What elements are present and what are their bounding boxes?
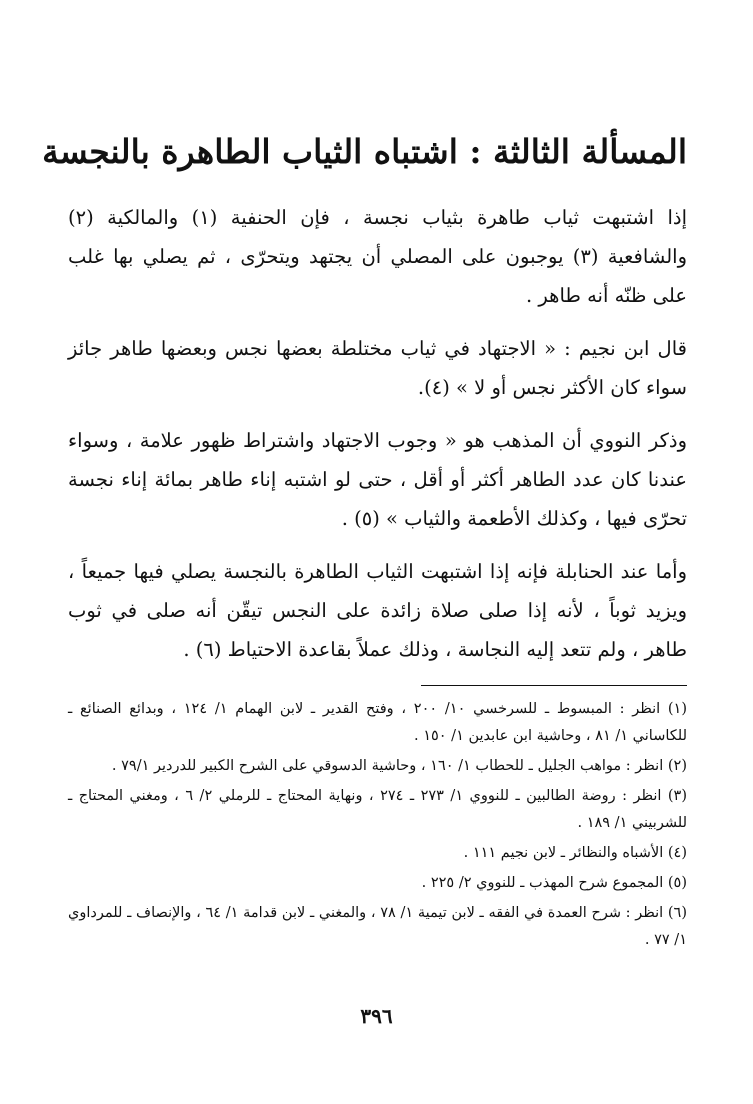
section-title: المسألة الثالثة : اشتباه الثياب الطاهرة بالنجسة <box>42 132 687 171</box>
main-text <box>68 198 687 669</box>
footnote-4: (٤) الأشباه والنظائر ـ لابن نجيم ١١١ . <box>463 845 687 861</box>
footnote-1: (١) انظر : المبسوط ـ للسرخسي ١٠/ ٢٠٠ ، وفتح القدير ـ لابن الهمام ١/ ١٢٤ ، وبدائع الصنائع ـ للكاساني ١/ ٨١ ، وحاشية ابن عابدين ١/ ١٥٠ . <box>68 701 688 744</box>
paragraph-3: وذكر النووي أن المذهب هو « وجوب الاجتهاد واشتراط ظهور علامة ، وسواء عندنا كان عدد الطاهر أكثر أو أقل ، حتى لو اشتبه إناء طاهر بمائة إناء نجسة تحرّى فيها ، وكذلك الأطعمة والثياب » (٥) . <box>68 429 687 530</box>
footnote-3: (٣) انظر : روضة الطالبين ـ للنووي ١/ ٢٧٣ ـ ٢٧٤ ، ونهاية المحتاج ـ للرملي ٢/ ٦ ، ومغني المحتاج ـ للشربيني ١/ ١٨٩ . <box>68 788 687 831</box>
paragraph-2: قال ابن نجيم : « الاجتهاد في ثياب مختلطة بعضها نجس وبعضها طاهر جائز سواء كان الأكثر نجس أو لا » (٤). <box>68 337 687 399</box>
page-number: ٣٩٦ <box>360 1004 393 1028</box>
footnote-2: (٢) انظر : مواهب الجليل ـ للحطاب ١/ ١٦٠ ، وحاشية الدسوقي على الشرح الكبير للدردير ٧٩/١ . <box>111 758 687 774</box>
footnotes <box>68 696 687 954</box>
paragraph-1: إذا اشتبهت ثياب طاهرة بثياب نجسة ، فإن الحنفية (١) والمالكية (٢) والشافعية (٣) يوجبون على المصلي أن يجتهد ويتحرّى ، ثم يصلي بها غلب على ظنّه أنه طاهر . <box>68 206 687 307</box>
footnote-5: (٥) المجموع شرح المهذب ـ للنووي ٢/ ٢٢٥ . <box>421 875 687 891</box>
footnote-divider <box>421 685 687 686</box>
paragraph-4: وأما عند الحنابلة فإنه إذا اشتبهت الثياب الطاهرة بالنجسة يصلي فيها جميعاً ، ويزيد ثوباً ، لأنه إذا صلى صلاة زائدة على النجس تيقّن أنه صلى في ثوب طاهر ، ولم تتعد إليه النجاسة ، وذلك عملاً بقاعدة الاحتياط (٦) . <box>68 560 687 661</box>
footnote-6: (٦) انظر : شرح العمدة في الفقه ـ لابن تيمية ١/ ٧٨ ، والمغني ـ لابن قدامة ١/ ٦٤ ، والإنصاف ـ للمرداوي ١/ ٧٧ . <box>68 905 688 948</box>
